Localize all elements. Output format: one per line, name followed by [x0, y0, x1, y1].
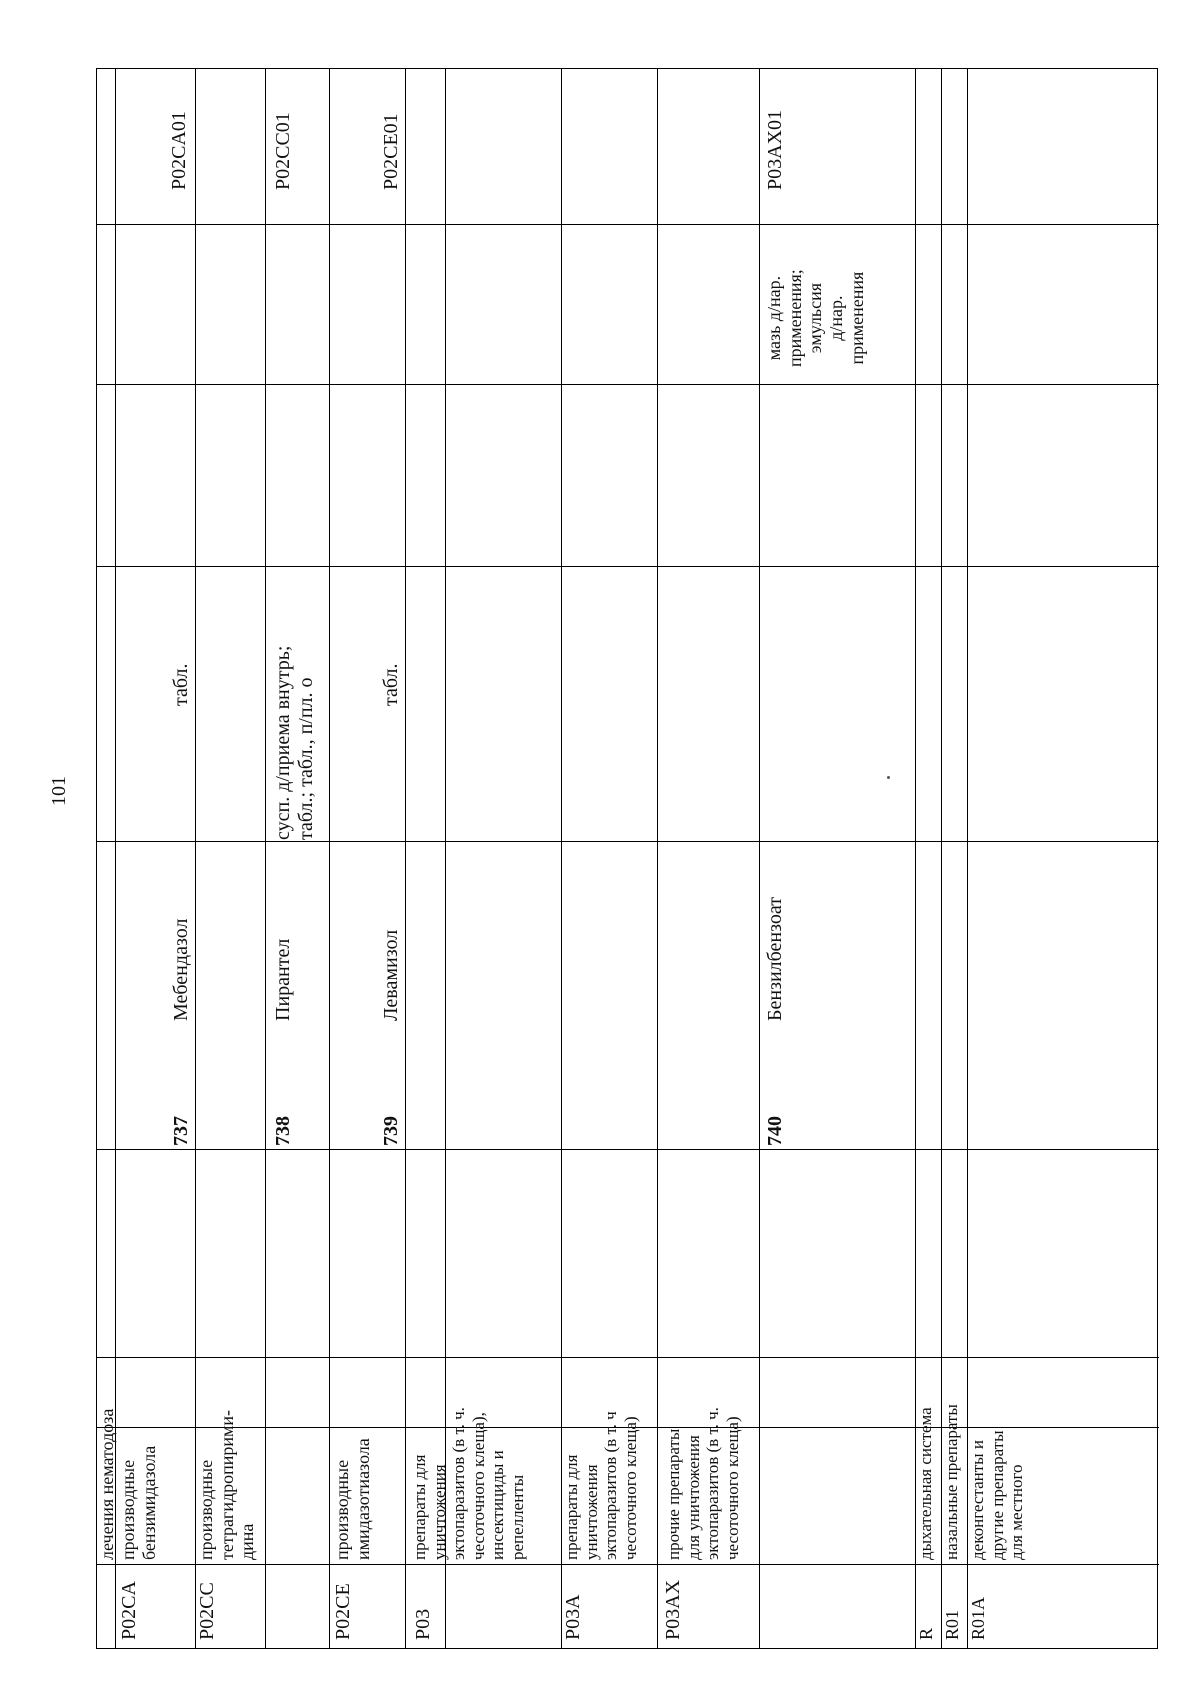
row-divider [97, 841, 1159, 842]
column-divider [967, 69, 968, 1648]
group-name: производные имидазотиазола [332, 1438, 373, 1560]
row-divider [97, 1149, 1159, 1150]
drug-inn: Левамизол [380, 929, 402, 1021]
group-name: препараты для уничтожения эктопаразитов (в т. ч чесоточного клеща) [562, 1411, 640, 1560]
drug-number: 738 [272, 1116, 294, 1146]
scan-speck [887, 776, 890, 779]
atc-group-code: P02CC [196, 1582, 218, 1640]
atc-group-code: P03AX [662, 1579, 684, 1640]
group-name: производные бензимидазола [118, 1445, 159, 1560]
row-divider [97, 224, 1159, 225]
atc-group-code: R01 [942, 1609, 962, 1640]
group-name: деконгестанты и другие препараты для местного [968, 1430, 1027, 1560]
column-divider [329, 69, 330, 1648]
group-name: препараты для уничтожения эктопаразитов (в т. ч. чесоточного клеща), инсектициды и репелленты [410, 1407, 527, 1560]
row-divider [97, 1357, 1159, 1358]
atc-group-code: R [916, 1627, 936, 1640]
drug-inn: Мебендазол [170, 918, 192, 1021]
group-name: дыхательная система [916, 1407, 935, 1560]
dosage-form: табл. [170, 663, 192, 706]
column-divider [405, 69, 406, 1648]
group-name: назальные препараты [942, 1404, 961, 1560]
row-divider [97, 1564, 1159, 1565]
atc-code: P02CE01 [380, 113, 402, 190]
drug-number: 737 [170, 1116, 192, 1146]
atc-code: P02CC01 [272, 112, 294, 190]
group-name: прочие препараты для уничтожения эктопаразитов (в т. ч. чесоточного клеща) [664, 1407, 742, 1560]
row-divider [97, 566, 1159, 567]
page-number: 101 [48, 776, 70, 806]
atc-code: P02CA01 [168, 111, 190, 190]
dosage-form: табл. [380, 663, 402, 706]
dosage-form-extra: мазь д/нар. применения; эмульсия д/нар. применения [764, 269, 867, 367]
group-name: производные тетрагидропирими- дина [196, 1409, 258, 1560]
atc-code: P03AX01 [764, 109, 786, 190]
drug-number: 740 [764, 1116, 786, 1146]
row-divider [97, 384, 1159, 385]
drug-inn: Пирантел [272, 938, 294, 1021]
drug-inn: Бензилбензоат [764, 896, 786, 1021]
atc-group-code: P03A [562, 1594, 584, 1640]
atc-group-code: P02CE [332, 1583, 354, 1640]
group-name: лечения нематодоза [97, 1408, 117, 1560]
atc-group-code: P02CA [118, 1581, 140, 1640]
atc-group-code: R01A [968, 1596, 988, 1640]
dosage-form: сусп. д/приема внутрь; табл.; табл., п/пл. о [272, 645, 317, 840]
drug-number: 739 [380, 1116, 402, 1146]
atc-group-code: P03 [412, 1608, 434, 1640]
column-divider [265, 69, 266, 1648]
column-divider [759, 69, 760, 1648]
column-divider [657, 69, 658, 1648]
